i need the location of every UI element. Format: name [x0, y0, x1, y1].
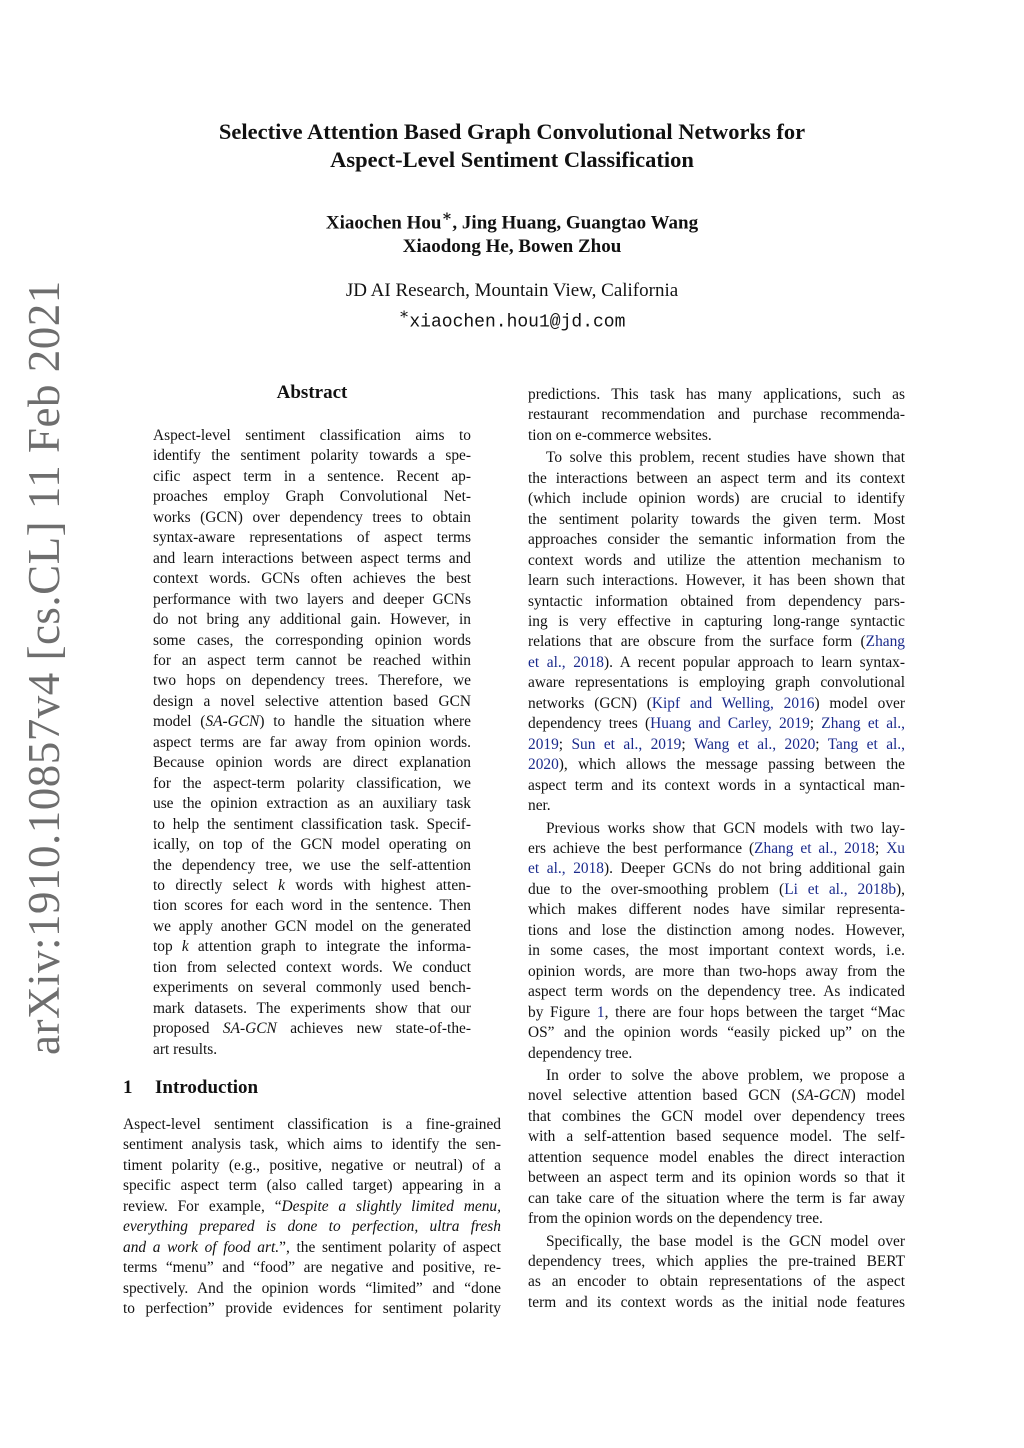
text-run: words with highest atten- — [285, 876, 471, 894]
citation-link[interactable]: Kipf and Welling, 2016 — [651, 694, 815, 712]
math-variable: k — [278, 876, 285, 894]
right-column — [528, 385, 905, 1313]
text-run: ; — [681, 735, 694, 753]
text-run: ). A recent popular approach to learn syntax- — [604, 653, 905, 671]
author-footnote-mark: ∗ — [441, 208, 453, 225]
section-heading-introduction — [123, 1077, 258, 1099]
body-line: opinion words, are more than two-hops away from the — [528, 962, 905, 980]
body-line: in some cases, the most important context words, i.e. — [528, 942, 905, 960]
text-run: ”, the sentiment polarity of aspect — [279, 1238, 501, 1256]
abstract-line: mark datasets. The experiments show that our — [153, 999, 471, 1017]
paper-title — [0, 118, 1024, 174]
body-line — [528, 880, 905, 900]
body-line: can take care of the situation where the term is far away — [528, 1189, 905, 1207]
abstract-line: tion from selected context words. We conduct — [153, 958, 471, 976]
abstract-line — [153, 876, 471, 896]
text-run: , there are four hops between the target “Mac — [604, 1003, 905, 1021]
body-line — [528, 755, 905, 775]
email-line — [0, 303, 1024, 334]
body-line: dependency tree. — [528, 1044, 633, 1062]
body-line — [528, 1086, 905, 1106]
body-line — [528, 714, 905, 734]
example-quote: Despite a slightly limited menu, — [281, 1197, 501, 1215]
body-line: aspect term and its context words in a syntactical man- — [528, 776, 905, 794]
text-run: ; — [815, 735, 828, 753]
text-run: ) to handle the situation where — [259, 713, 471, 731]
text-run: to directly select — [153, 876, 279, 894]
citation-link[interactable]: et al., 2018 — [528, 860, 604, 878]
body-line: restaurant recommendation and purchase recommenda- — [528, 406, 905, 424]
abstract-line: some cases, the corresponding opinion words — [153, 631, 471, 649]
abstract-line: cific aspect term in a sentence. Recent ap- — [153, 467, 471, 485]
abstract-line: for the aspect-term polarity classification, we — [153, 774, 471, 792]
text-run: ; — [558, 735, 572, 753]
body-line: To solve this problem, recent studies have shown that — [546, 449, 905, 467]
text-run: top — [153, 938, 182, 956]
body-line: tions and lose the distinction among nodes. However, — [528, 921, 905, 939]
abstract-line: works (GCN) over dependency trees to obtain — [153, 508, 471, 526]
body-line: predictions. This task has many applications, such as — [528, 386, 905, 403]
intro-line — [123, 1238, 501, 1258]
body-line: between an aspect term and its opinion words so that it — [528, 1169, 905, 1187]
section-number: 1 — [123, 1077, 133, 1098]
citation-link[interactable]: Li et al., 2018b — [784, 880, 897, 898]
abstract-line — [153, 1019, 471, 1039]
intro-line: sentiment analysis task, which aims to identify the sen- — [123, 1136, 501, 1154]
model-name: SA-GCN — [796, 1087, 851, 1105]
abstract-line: use the opinion extraction as an auxiliary task — [153, 795, 471, 813]
body-line: Previous works show that GCN models with two lay- — [546, 819, 905, 837]
citation-link[interactable]: Xu — [886, 839, 905, 857]
body-line: with a self-attention based sequence model. The self- — [528, 1128, 905, 1146]
citation-link[interactable]: Sun et al., 2019 — [571, 735, 682, 753]
abstract-line: and learn interactions between aspect terms and — [153, 549, 471, 567]
intro-line: to perfection” provide evidences for sentiment polarity — [123, 1300, 501, 1318]
abstract-line: experiments on several commonly used bench- — [153, 979, 471, 997]
abstract-line: art results. — [153, 1040, 218, 1058]
text-run: achieves new state-of-the- — [276, 1020, 471, 1038]
body-line — [528, 839, 905, 859]
title-line-1: Selective Attention Based Graph Convolutional Networks for — [218, 119, 806, 144]
model-name: SA-GCN — [222, 1020, 277, 1038]
body-line: the sentiment polarity towards the given term. Most — [528, 510, 905, 528]
authors-line-1 — [0, 205, 1024, 235]
text-run: ). Deeper GCNs do not bring additional gain — [603, 860, 905, 878]
intro-line: terms “menu” and “food” are negative and positive, re- — [123, 1259, 501, 1277]
abstract-line: Because opinion words are direct explanation — [153, 754, 471, 772]
body-line: aspect term words on the dependency tree. As indicated — [528, 983, 905, 1001]
abstract-line — [153, 712, 471, 732]
abstract-line: we apply another GCN model on the generated — [153, 917, 471, 935]
abstract-heading: Abstract — [276, 382, 348, 403]
text-run: ), which allows the message passing between the — [558, 756, 905, 774]
abstract-line: identify the sentiment polarity towards a spe- — [153, 447, 471, 465]
citation-link[interactable]: Wang et al., 2020 — [693, 735, 816, 753]
abstract-line: tion scores for each word in the sentence. Then — [153, 897, 471, 915]
citation-link[interactable]: Huang and Carley, 2019 — [650, 715, 810, 733]
intro-line: timent polarity (e.g., positive, negative or neutral) of a — [123, 1156, 501, 1174]
abstract-line: aspect terms are far away from opinion words. — [153, 733, 471, 751]
text-run: networks (GCN) ( — [528, 694, 652, 712]
text-run: model ( — [153, 713, 206, 731]
abstract-line: context words. GCNs often achieves the best — [153, 570, 471, 588]
body-line: aware representations is employing graph convolutional — [528, 674, 905, 692]
text-run: ers achieve the best performance ( — [528, 839, 755, 857]
body-line: ner. — [528, 797, 551, 815]
text-run: relations that are obscure from the surface form ( — [528, 633, 866, 651]
citation-link[interactable]: Zhang — [865, 633, 905, 651]
text-run: novel selective attention based GCN ( — [528, 1087, 797, 1105]
body-line: learn such interactions. However, it has been shown that — [528, 572, 905, 590]
text-run: attention graph to integrate the informa- — [188, 938, 472, 956]
text-run: review. For example, “ — [123, 1197, 282, 1215]
body-line: that combines the GCN model over dependency trees — [528, 1107, 905, 1125]
authors-line-2: Xiaodong He, Bowen Zhou — [402, 236, 622, 258]
body-line — [528, 694, 905, 714]
abstract-line — [153, 937, 471, 957]
body-line — [528, 653, 905, 673]
body-line — [528, 735, 905, 755]
body-line — [528, 859, 905, 879]
affiliation: JD AI Research, Mountain View, California — [345, 280, 679, 301]
text-run: by Figure — [528, 1003, 597, 1021]
intro-line: specific aspect term (also called target) appearing in a — [123, 1177, 501, 1195]
section-title: Introduction — [155, 1077, 259, 1098]
abstract-line: syntax-aware representations of aspect terms — [153, 529, 471, 547]
example-quote: and a work of food art. — [123, 1238, 280, 1256]
body-line: tion on e-commerce websites. — [528, 426, 712, 444]
citation-link[interactable]: 2020 — [528, 756, 559, 774]
citation-link[interactable]: Tang et al., — [827, 735, 905, 753]
intro-line: Aspect-level sentiment classification is a fine-grained — [123, 1116, 501, 1133]
body-line: the interactions between an aspect term and its context — [528, 469, 905, 487]
body-line: attention sequence model enables the direct interaction — [528, 1148, 905, 1166]
body-line: which makes different nodes have similar representa- — [528, 901, 905, 919]
citation-link[interactable]: Zhang et al., 2018 — [754, 839, 875, 857]
abstract-body — [153, 426, 471, 1060]
example-quote: everything prepared is done to perfection, ultra fresh — [123, 1218, 501, 1236]
abstract-line: design a novel selective attention based GCN — [153, 692, 471, 710]
introduction-body — [123, 1115, 501, 1320]
abstract-line: two hops on dependency trees. Therefore, we — [153, 672, 471, 690]
text-run: ) model over — [814, 694, 906, 712]
text-run: dependency trees ( — [528, 715, 651, 733]
body-line: ing is very effective in capturing long-range syntactic — [528, 612, 905, 630]
intro-line: spectively. And the opinion words “limited” and “done — [123, 1279, 501, 1297]
abstract-line: ically, on top of the GCN model operating on — [153, 836, 471, 854]
body-line: approaches consider the semantic information from the — [528, 531, 905, 549]
math-variable: k — [181, 938, 189, 956]
body-line: dependency trees, which applies the pre-trained BERT — [528, 1253, 905, 1271]
body-line: as an encoder to obtain representations of the aspect — [528, 1273, 905, 1291]
author-names: , Jing Huang, Guangtao Wang — [452, 212, 699, 234]
citation-link[interactable]: et al., 2018 — [528, 653, 604, 671]
text-run: proposed — [153, 1020, 223, 1038]
text-run: ; — [809, 715, 822, 733]
title-line-2: Aspect-Level Sentiment Classification — [330, 147, 694, 172]
body-line — [528, 632, 905, 652]
intro-line — [123, 1217, 501, 1237]
citation-link[interactable]: 2019 — [528, 735, 559, 753]
abstract-line: do not bring any additional gain. However, in — [153, 611, 471, 629]
affiliation-block — [0, 279, 1024, 334]
body-line: (which include opinion words) are crucial to identify — [528, 490, 905, 508]
body-line: context words and utilize the attention mechanism to — [528, 551, 905, 569]
body-line: term and its context words as the initial node features — [528, 1293, 905, 1311]
abstract-line: the dependency tree, we use the self-attention — [153, 856, 471, 874]
text-run: due to the over-smoothing problem ( — [528, 880, 785, 898]
text-run: ; — [874, 839, 887, 857]
author-list — [0, 205, 1024, 259]
body-line — [528, 1003, 905, 1023]
body-line: syntactic information obtained from dependency pars- — [528, 592, 905, 610]
body-line: In order to solve the above problem, we propose a — [546, 1066, 905, 1084]
model-name: SA-GCN — [205, 713, 260, 731]
abstract-line: to help the sentiment classification task. Specif- — [153, 815, 471, 833]
body-line: OS” and the opinion words “easily picked up” on the — [528, 1024, 905, 1042]
intro-line — [123, 1197, 501, 1217]
abstract-line: performance with two layers and deeper GCNs — [153, 590, 471, 608]
body-line: Specifically, the base model is the GCN model over — [546, 1232, 905, 1250]
email-address: xiaochen.hou1@jd.com — [409, 312, 626, 333]
author-name: Xiaochen Hou — [325, 212, 442, 234]
abstract-line: for an aspect term cannot be reached within — [153, 651, 471, 669]
figure-reference-link[interactable]: 1 — [596, 1003, 605, 1021]
arxiv-side-stamp: arXiv:1910.10857v4 [cs.CL] 11 Feb 2021 — [19, 280, 69, 1055]
abstract-line: proaches employ Graph Convolutional Net- — [153, 488, 471, 506]
text-run: ) model — [850, 1087, 905, 1105]
body-line: from the opinion words on the dependency tree. — [528, 1210, 823, 1228]
abstract-line: Aspect-level sentiment classification aims to — [153, 427, 471, 444]
citation-link[interactable]: Zhang et al., — [821, 715, 905, 733]
email-footnote-mark: ∗ — [398, 306, 410, 323]
text-run: ), — [896, 880, 906, 898]
